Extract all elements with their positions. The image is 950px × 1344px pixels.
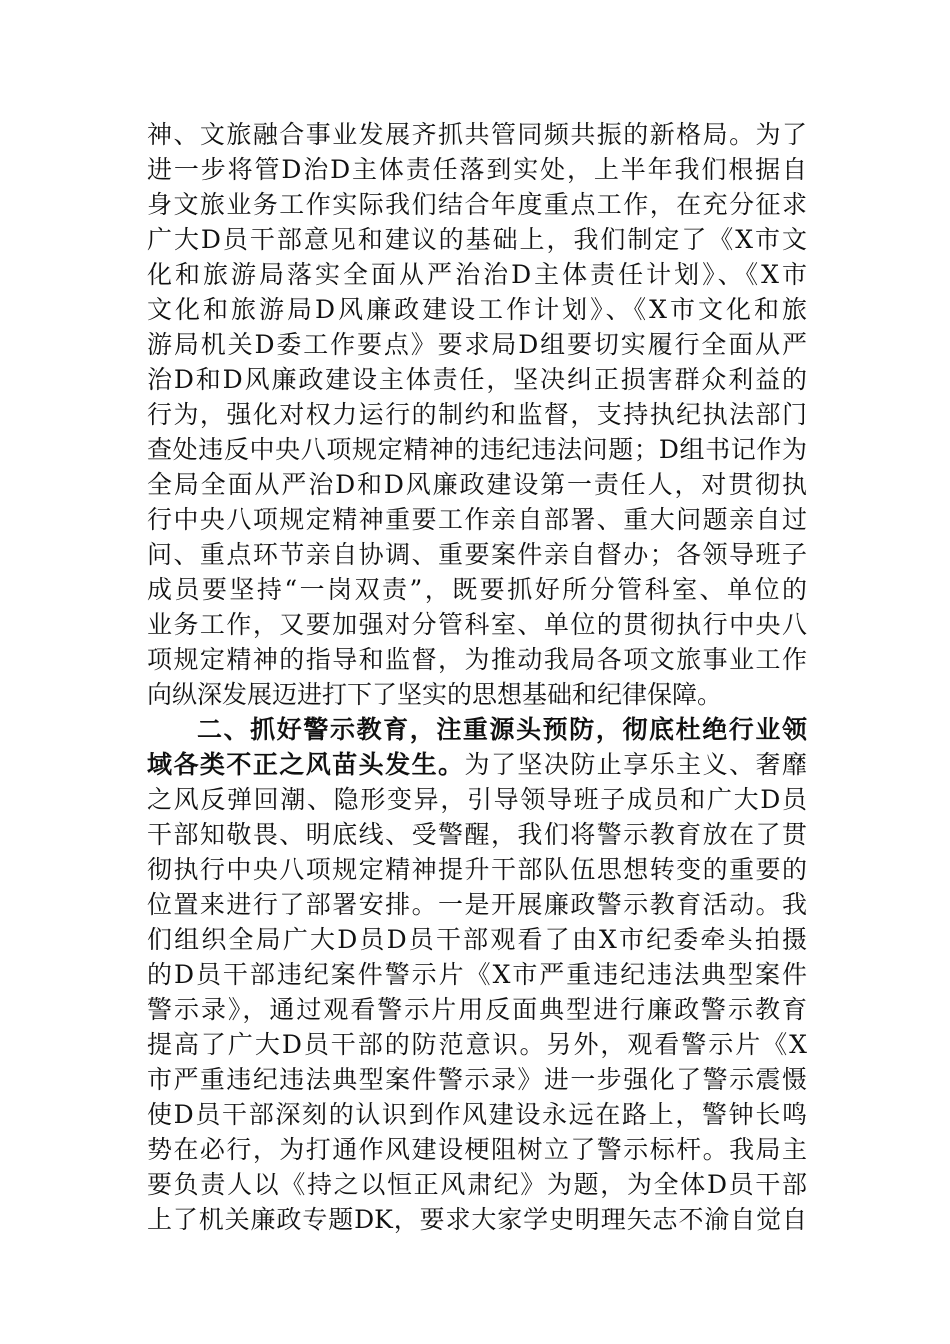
paragraph1-line-9: 行为，强化对权力运行的制约和监督，支持执纪执法部门 — [147, 400, 807, 429]
paragraph1-line-1: 神、文旅融合事业发展齐抓共管同频共振的新格局。为了 — [147, 120, 807, 149]
paragraph2-line-7: 的D员干部违纪案件警示片《X市严重违纪违法典型案件 — [147, 960, 807, 989]
paragraph1-line-2: 进一步将管D治D主体责任落到实处，上半年我们根据自 — [147, 155, 807, 184]
paragraph1-line-13: 问、重点环节亲自协调、重要案件亲自督办；各领导班子 — [147, 540, 807, 569]
paragraph1-line-7: 游局机关D委工作要点》要求局D组要切实履行全面从严 — [147, 330, 807, 359]
paragraph2-line-12: 势在必行，为打通作风建设梗阻树立了警示标杆。我局主 — [147, 1135, 807, 1164]
paragraph2-line-1 — [147, 747, 807, 782]
paragraph1-line-16: 项规定精神的指导和监督，为推动我局各项文旅事业工作 — [147, 645, 807, 674]
paragraph1-line-4: 广大D员干部意见和建议的基础上，我们制定了《X市文 — [147, 225, 807, 254]
paragraph1-line-12: 行中央八项规定精神重要工作亲自部署、重大问题亲自过 — [147, 505, 807, 534]
paragraph1-line-10: 查处违反中央八项规定精神的违纪违法问题；D组书记作为 — [147, 435, 807, 464]
paragraph2-line-13: 要负责人以《持之以恒正风肃纪》为题，为全体D员干部 — [147, 1170, 807, 1199]
paragraph1-line-3: 身文旅业务工作实际我们结合年度重点工作，在充分征求 — [147, 190, 807, 219]
section-heading-2-continued: 域各类不正之风苗头发生。 — [147, 750, 465, 779]
paragraph1-line-8: 治D和D风廉政建设主体责任，坚决纠正损害群众利益的 — [147, 365, 807, 394]
section-heading-2: 二、抓好警示教育，注重源头预防，彻底杜绝行业领 — [197, 715, 807, 744]
paragraph1-line-5: 化和旅游局落实全面从严治治D主体责任计划》、《X市 — [147, 260, 807, 289]
document-body — [147, 117, 807, 1237]
paragraph2-line-4: 彻执行中央八项规定精神提升干部队伍思想转变的重要的 — [147, 855, 807, 884]
paragraph2-line-8: 警示录》，通过观看警示片用反面典型进行廉政警示教育 — [147, 995, 807, 1024]
paragraph2-line-1-text: 为了坚决防止享乐主义、奢靡 — [464, 750, 807, 779]
paragraph1-line-14: 成员要坚持“一岗双责”，既要抓好所分管科室、单位的 — [147, 575, 807, 604]
paragraph2-line-14: 上了机关廉政专题DK，要求大家学史明理矢志不渝自觉自 — [147, 1205, 807, 1234]
paragraph2-line-9: 提高了广大D员干部的防范意识。另外，观看警示片《X — [147, 1030, 807, 1059]
paragraph2-line-6: 们组织全局广大D员D员干部观看了由X市纪委牵头拍摄 — [147, 925, 807, 954]
paragraph2-line-10: 市严重违纪违法典型案件警示录》进一步强化了警示震慑 — [147, 1065, 807, 1094]
paragraph1-line-17: 向纵深发展迈进打下了坚实的思想基础和纪律保障。 — [147, 680, 723, 709]
paragraph2-line-3: 干部知敬畏、明底线、受警醒，我们将警示教育放在了贯 — [147, 820, 807, 849]
paragraph1-line-11: 全局全面从严治D和D风廉政建设第一责任人，对贯彻执 — [147, 470, 807, 499]
paragraph1-line-15: 业务工作，又要加强对分管科室、单位的贯彻执行中央八 — [147, 610, 807, 639]
paragraph2-line-11: 使D员干部深刻的认识到作风建设永远在路上，警钟长鸣 — [147, 1100, 807, 1129]
paragraph1-line-6: 文化和旅游局D风廉政建设工作计划》、《X市文化和旅 — [147, 295, 807, 324]
paragraph2-line-5: 位置来进行了部署安排。一是开展廉政警示教育活动。我 — [147, 890, 807, 919]
paragraph2-line-2: 之风反弹回潮、隐形变异，引导领导班子成员和广大D员 — [147, 785, 807, 814]
